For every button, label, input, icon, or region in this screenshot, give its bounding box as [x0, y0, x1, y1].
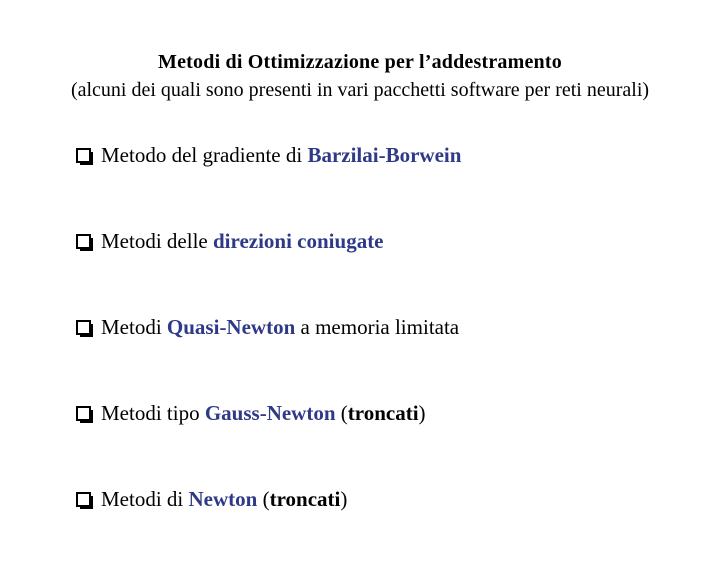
item-highlight: Barzilai-Borwein [307, 143, 462, 167]
item-prefix: Metodi di [101, 487, 189, 511]
item-paren-close: ) [340, 487, 348, 511]
title-subtitle: (alcuni dei quali sono presenti in vari pacchetti software per reti neurali) [70, 79, 650, 101]
item-prefix: Metodo del gradiente di [101, 143, 308, 167]
hollow-square-bullet-icon [76, 234, 91, 249]
slide-title [0, 48, 720, 104]
item-prefix: Metodi tipo [101, 401, 205, 425]
hollow-square-bullet-icon [76, 492, 91, 507]
hollow-square-bullet-icon [76, 148, 91, 163]
item-prefix: Metodi [101, 315, 167, 339]
item-text [101, 484, 347, 514]
title-main: Metodi di Ottimizzazione per l’addestramento [158, 51, 562, 73]
item-text [101, 226, 384, 256]
list-item-newton [76, 484, 696, 570]
hollow-square-bullet-icon [76, 320, 91, 335]
list-item-conjugate-directions [76, 226, 696, 312]
list-item-barzilai-borwein [76, 140, 696, 226]
item-suffix: a memoria limitata [295, 315, 460, 339]
item-paren-bold: troncati [347, 401, 419, 425]
item-paren-open: ( [257, 487, 270, 511]
method-list [76, 140, 696, 570]
item-highlight: Gauss-Newton [204, 401, 336, 425]
item-text [101, 312, 459, 342]
item-highlight: Quasi-Newton [166, 315, 296, 339]
item-text [101, 140, 461, 170]
hollow-square-bullet-icon [76, 406, 91, 421]
item-highlight: direzioni coniugate [212, 229, 384, 253]
item-text [101, 398, 426, 428]
list-item-gauss-newton [76, 398, 696, 484]
item-paren-open: ( [335, 401, 348, 425]
item-paren-close: ) [418, 401, 426, 425]
item-paren-bold: troncati [269, 487, 341, 511]
list-item-quasi-newton [76, 312, 696, 398]
item-highlight: Newton [188, 487, 258, 511]
item-prefix: Metodi delle [101, 229, 213, 253]
